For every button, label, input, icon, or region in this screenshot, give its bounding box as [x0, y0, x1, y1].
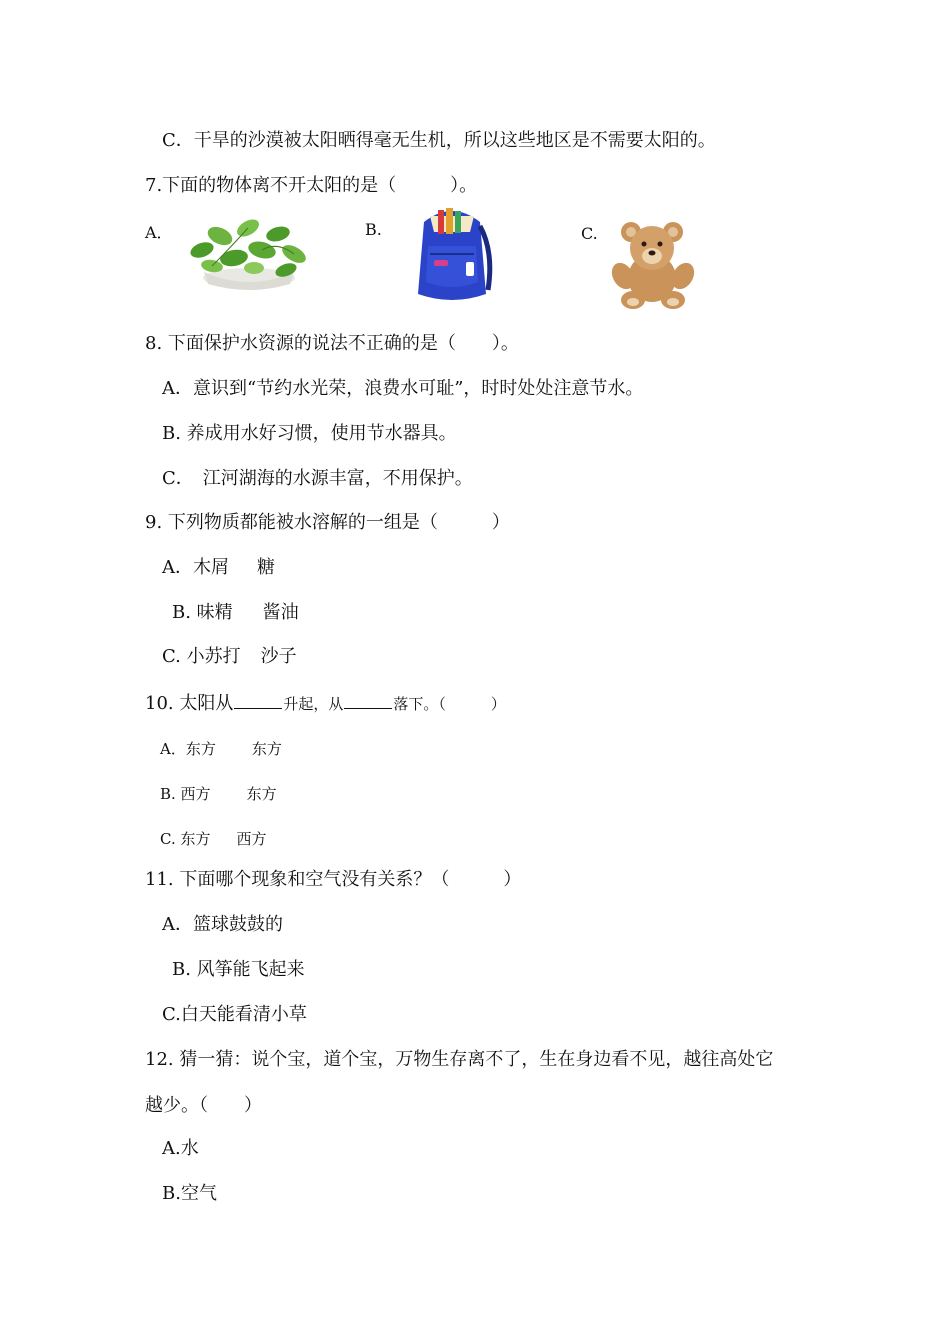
q10-option-c	[160, 827, 267, 851]
q6-option-c: C．干旱的沙漠被太阳晒得毫无生机，所以这些地区是不需要太阳的。	[162, 130, 716, 151]
q7-option-b-label: B.	[365, 220, 382, 239]
q11-stem: 11. 下面哪个现象和空气没有关系？（ ）	[145, 869, 522, 890]
q12-stem-line2: 越少。（ ）	[145, 1095, 262, 1116]
backpack-image	[410, 202, 494, 306]
q7-option-a-label: A．	[145, 223, 173, 242]
q9-option-c-item2: 沙子	[260, 646, 297, 667]
q10-stem-part3: 落下。（ ）	[393, 695, 506, 713]
q9-option-b-label: B. 味精	[172, 602, 233, 623]
q8-stem: 8. 下面保护水资源的说法不正确的是（ ）。	[145, 333, 519, 354]
q11-option-b: B. 风筝能飞起来	[172, 959, 305, 980]
q11-option-a: A．篮球鼓鼓的	[162, 914, 283, 935]
q8-option-a: A．意识到“节约水光荣，浪费水可耻”，时时处处注意节水。	[162, 378, 644, 399]
q9-option-b	[172, 601, 299, 625]
q10-option-c-label: C. 东方	[160, 830, 211, 848]
q10-option-c-item2: 西方	[236, 830, 267, 848]
q8-option-b: B. 养成用水好习惯，使用节水器具。	[162, 423, 457, 444]
q10-option-b-label: B. 西方	[160, 785, 211, 803]
q12-option-a: A.水	[162, 1138, 199, 1159]
plant-image	[182, 206, 316, 290]
teddy-bear-image	[607, 218, 699, 310]
q10-blank-2[interactable]	[344, 690, 392, 709]
q10-option-a-item2: 东方	[251, 740, 282, 758]
q9-option-c	[162, 645, 297, 669]
q11-option-c: C.白天能看清小草	[162, 1004, 307, 1025]
q10-option-b-item2: 东方	[246, 785, 277, 803]
q12-stem-line1: 12. 猜一猜：说个宝，道个宝，万物生存离不了，生在身边看不见，越往高处它	[145, 1049, 774, 1070]
q10-blank-1[interactable]	[234, 690, 282, 709]
q7-stem: 7.下面的物体离不开太阳的是（ ）。	[145, 175, 478, 196]
q9-option-a	[162, 556, 275, 580]
q8-option-c: C． 江河湖海的水源丰富，不用保护。	[162, 468, 473, 489]
q10-option-a-label: A．东方	[160, 740, 216, 758]
q9-option-a-item2: 糖	[257, 557, 275, 578]
q10-stem-part1: 10. 太阳从	[145, 693, 234, 714]
q10-stem	[145, 690, 506, 716]
q9-option-a-label: A．木屑	[162, 557, 229, 578]
q9-option-c-label: C. 小苏打	[162, 646, 241, 667]
q10-stem-part2: 升起，从	[283, 695, 344, 713]
q10-option-a	[160, 737, 282, 761]
q7-option-c-label: C.	[581, 224, 598, 243]
q9-stem: 9. 下列物质都能被水溶解的一组是（ ）	[145, 512, 510, 533]
q10-option-b	[160, 782, 277, 806]
q9-option-b-item2: 酱油	[262, 602, 299, 623]
q12-option-b: B.空气	[162, 1183, 217, 1204]
